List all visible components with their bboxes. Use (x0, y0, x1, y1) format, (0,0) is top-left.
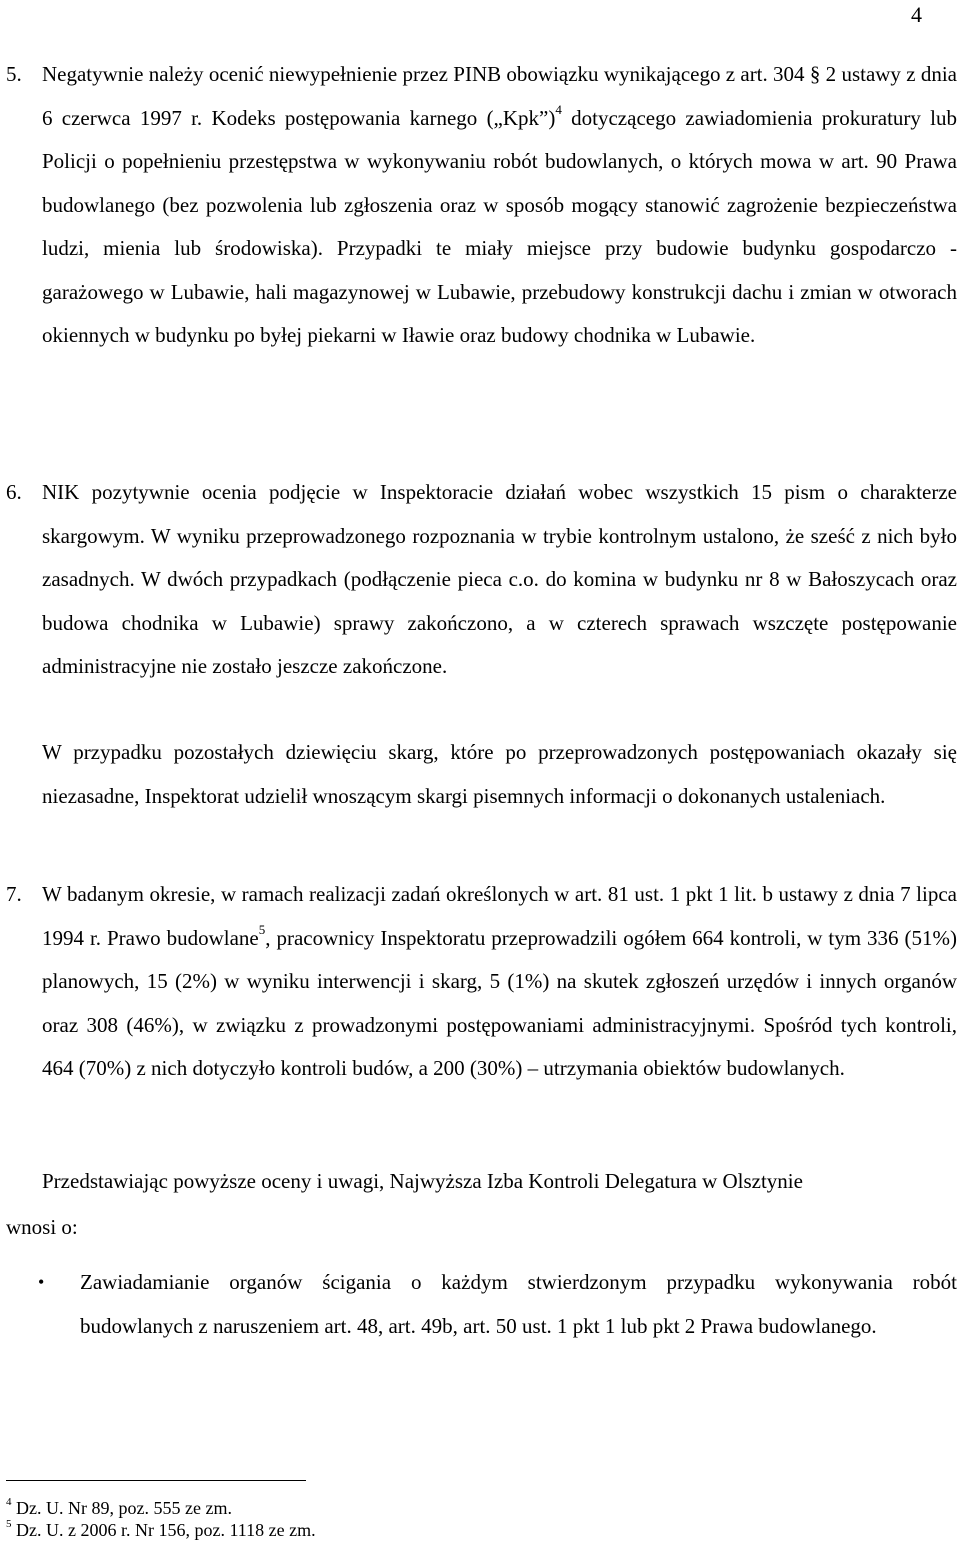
item-text (42, 53, 957, 358)
paragraph-item-5 (0, 53, 957, 358)
item-number: 5. (6, 62, 22, 86)
item-number: 6. (6, 480, 22, 504)
item-text: NIK pozytywnie ocenia podjęcie w Inspektoracie działań wobec wszystkich 15 pism o charakterze skargowym. W wyniku przeprowadzonego rozpoznania w trybie kontrolnym ustalono, że sześć z nich było zasadnych. W dwóch przypadkach (podłączenie pieca c.o. do komina w budynku nr 8 w Bałoszycach oraz budowa chodnika w Lubawie) sprawy zakończono, a w czterech sprawach wszczęte postępowanie administracyjne nie zostało jeszcze zakończone. (42, 480, 957, 678)
item-text-part: W badanym okresie, w ramach realizacji zadań określonych w art. 81 ust. 1 pkt 1 lit. b ustawy z dnia 7 lipca 1994 r. Prawo budowlane (42, 882, 957, 950)
footnote-reference: 5 (258, 921, 266, 937)
item-text-part: dotyczącego zawiadomienia prokuratury lub Policji o popełnieniu przestępstwa w wykonywaniu robót budowlanych, o których mowa w art. 90 Prawa budowlanego (bez pozwolenia lub zgłoszenia oraz w sposób mogący stanowić zagrożenie bezpieczeństwa ludzi, mienia lub środowiska). Przypadki te miały miejsce przy budowie budynku gospodarczo - garażowego w Lubawie, hali magazynowej w Lubawie, przebudowy konstrukcji dachu i zmian w otworach okiennych w budynku po byłej piekarni w Iławie oraz budowy chodnika w Lubawie. (42, 105, 958, 347)
item-number: 7. (6, 882, 22, 906)
closing-line: Przedstawiając powyższe oceny i uwagi, Najwyższa Izba Kontroli Delegatura w Olsztynie (42, 1169, 803, 1193)
paragraph-item-6-continued: W przypadku pozostałych dziewięciu skarg, które po przeprowadzonych postępowaniach okazały się niezasadne, Inspektorat udzielił wnoszącym skargi pisemnych informacji o dokonanych ustaleniach. (42, 740, 957, 808)
item-text-part: Negatywnie należy ocenić niewypełnienie przez PINB obowiązku wynikającego z art. 304 § 2 ustawy z dnia 6 czerwca 1997 r. Kodeks postępowania karnego („Kpk”) (42, 62, 957, 130)
paragraph-item-6 (0, 471, 957, 689)
footnote-text: Dz. U. Nr 89, poz. 555 ze zm. (11, 1498, 232, 1518)
bullet-icon: • (38, 1272, 45, 1292)
item-text (42, 873, 957, 1091)
footnote (6, 1519, 316, 1541)
footnote-number: 4 (6, 1496, 12, 1508)
footnote-reference: 4 (555, 101, 562, 117)
page-number: 4 (911, 2, 922, 27)
footnote-text: Dz. U. z 2006 r. Nr 156, poz. 1118 ze zm. (11, 1520, 316, 1540)
recommendation-item (0, 1261, 957, 1348)
recommendation-text: Zawiadamianie organów ścigania o każdym stwierdzonym przypadku wykonywania robót budowlanych z naruszeniem art. 48, art. 49b, art. 50 ust. 1 pkt 1 lub pkt 2 Prawa budowlanego. (80, 1270, 957, 1338)
footnote-number: 5 (6, 1518, 12, 1530)
closing-paragraph (6, 1158, 957, 1250)
item-text-part: , pracownicy Inspektoratu przeprowadzili ogółem 664 kontroli, w tym 336 (51%) planowych, 15 (2%) w wyniku interwencji i skarg, 5 (1%) na skutek zgłoszeń urzędów i innych organów oraz 308 (46%), w związku z prowadzonymi postępowaniami administracyjnymi. Spośród tych kontroli, 464 (70%) z nich dotyczyło kontroli budów, a 200 (30%) – utrzymania obiektów budowlanych. (42, 925, 957, 1080)
closing-line: wnosi o: (6, 1215, 78, 1239)
footnote (6, 1497, 232, 1519)
paragraph-item-7 (0, 873, 957, 1091)
footnote-separator (6, 1480, 306, 1481)
